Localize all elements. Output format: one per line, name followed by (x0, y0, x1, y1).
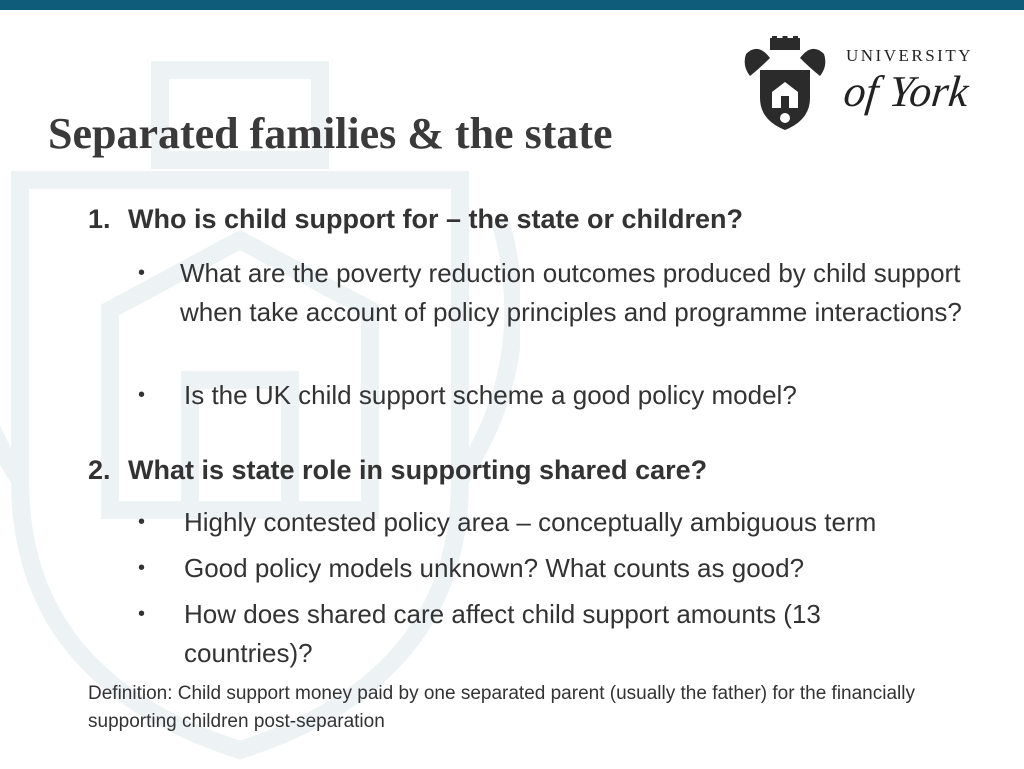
slide-title: Separated families & the state (48, 109, 613, 158)
bullet-text: Good policy models unknown? What counts as good? (184, 553, 805, 583)
section-2-heading-text: What is state role in supporting shared care? (128, 455, 708, 485)
bullet-icon: • (138, 262, 146, 284)
section-2-heading (88, 455, 707, 486)
york-crest-icon (740, 36, 830, 132)
definition-note: Definition: Child support money paid by one separated parent (usually the father) for the financially supporting children post-separation (88, 683, 915, 732)
bullet-text: Highly contested policy area – conceptually ambiguous term (184, 507, 877, 537)
top-accent-bar (0, 0, 1024, 10)
section-1-number: 1. (88, 204, 111, 234)
bullet-icon: • (138, 557, 146, 579)
section-1-heading-text: Who is child support for – the state or children? (128, 204, 744, 234)
section-2-number: 2. (88, 455, 111, 485)
bullet-icon: • (138, 603, 146, 625)
bullet-text: Is the UK child support scheme a good policy model? (184, 380, 797, 410)
logo-text-university: UNIVERSITY (846, 46, 973, 65)
bullet-icon: • (138, 511, 146, 533)
section-1-heading (88, 204, 743, 235)
bullet-icon: • (138, 384, 146, 406)
bullet-text: How does shared care affect child support amounts (13 countries)? (184, 599, 821, 668)
bullet-text: What are the poverty reduction outcomes produced by child support when take account of policy principles and programme interactions? (180, 258, 962, 327)
university-logo (740, 36, 990, 136)
logo-text-of-york: of York (841, 67, 971, 116)
